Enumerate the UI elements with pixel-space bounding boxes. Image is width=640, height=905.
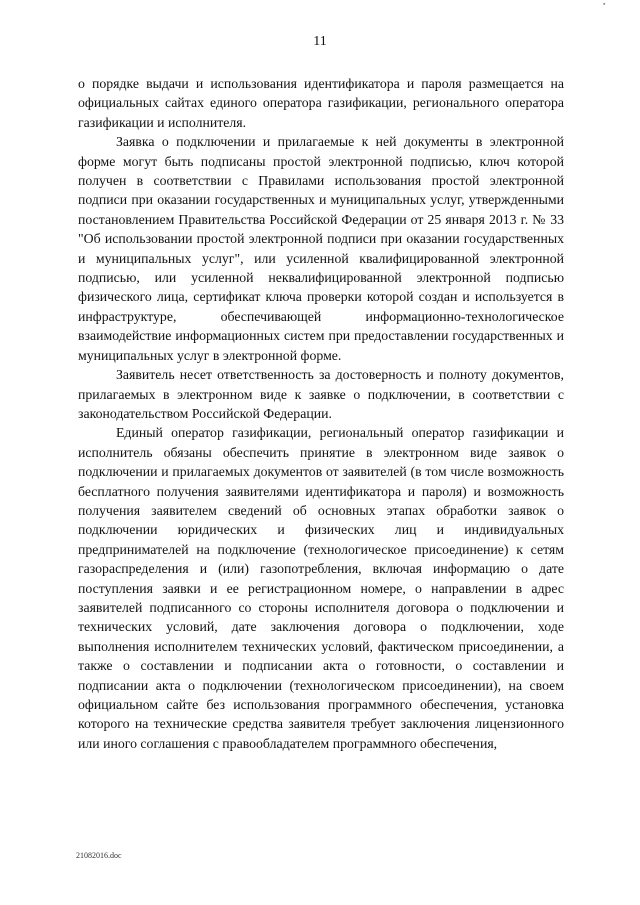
paragraph-applicant-responsibility: Заявитель несет ответственность за достоверность и полноту документов, прилагаемых в электронном виде к заявке о подключении, в соответствии с законодательством Российской Федерации. [78, 367, 564, 421]
paragraph-continuation: о порядке выдачи и использования идентификатора и пароля размещается на официальных сайтах единого оператора газификации, регионального оператора газификации и исполнителя. [78, 76, 564, 130]
corner-mark: ▪ [603, 0, 606, 8]
paragraph-operator-obligations: Единый оператор газификации, региональный оператор газификации и исполнитель обязаны обеспечить принятие в электронном виде заявок о подключении и прилагаемых документов от заявителей (в том числе возможность бесплатного получения заявителями идентификатора и пароля) и возможность получения заявителем сведений об основных этапах обработки заявок о подключении юридических и физических лиц и индивидуальных предпринимателей на подключение (технологическое присоединение) к сетям газораспределения и (или) газопотребления, включая информацию о дате поступления заявки и ее регистрационном номере, о направлении в адрес заявителей подписанного со стороны исполнителя договора о подключении и технических условий, дате заключения договора о подключении, ходе выполнения исполнителем технических условий, фактическом присоединении, а также о составлении и подписании акта о готовности, о составлении и подписании акта о подключении (технологическом присоединении), на своем официальном сайте без использования программного обеспечения, установка которого на технические средства заявителя требует заключения лицензионного или иного соглашения с правообладателем программного обеспечения, [78, 425, 564, 751]
page-number: 11 [313, 34, 327, 49]
paragraph-electronic-signature: Заявка о подключении и прилагаемые к ней документы в электронной форме могут быть подписаны простой электронной подписью, ключ которой получен в соответствии с Правилами использования простой электронной подписи при оказании государственных и муниципальных услуг, утвержденными постановлением Правительства Российской Федерации от 25 января 2013 г. № 33 "Об использовании простой электронной подписи при оказании государственных и муниципальных услуг", или усиленной квалифицированной электронной подписью, или усиленной неквалифицированной электронной подписью физического лица, сертификат ключа проверки которой создан и используется в инфраструктуре, обеспечивающей информационно-технологическое взаимодействие информационных систем при предоставлении государственных и муниципальных услуг в электронной форме. [78, 134, 564, 363]
footer-filename: 21082016.doc [76, 851, 122, 860]
document-body [78, 74, 564, 753]
